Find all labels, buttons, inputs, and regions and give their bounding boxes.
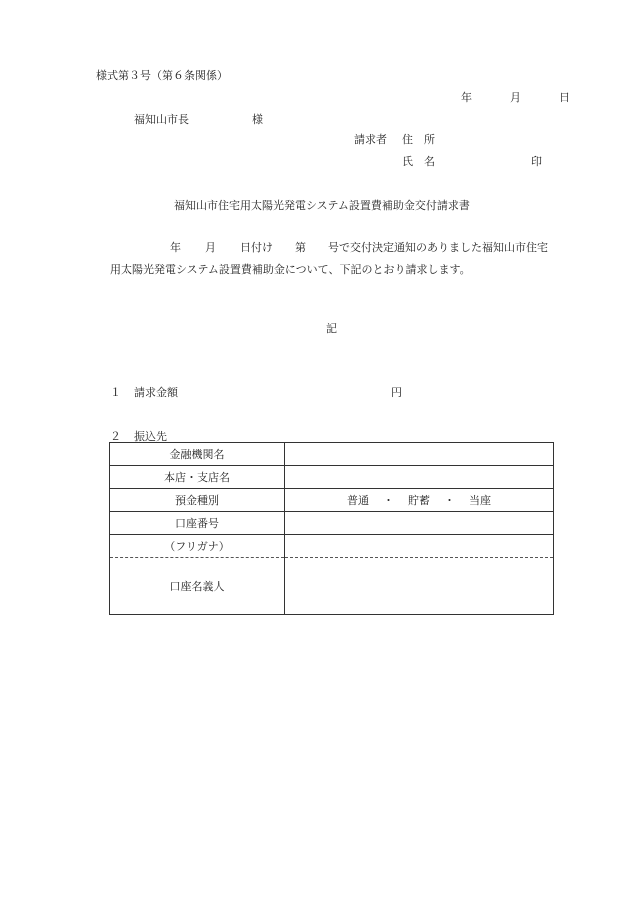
body-number-prefix: 第	[295, 241, 306, 254]
item2-number: ２	[110, 430, 121, 443]
body-month: 月	[205, 241, 216, 254]
table-row	[110, 558, 554, 615]
request-body-line-2: 用太陽光発電システム設置費補助金について、下記のとおり請求します。	[110, 263, 471, 276]
ki-heading: 記	[326, 322, 337, 335]
deposit-option-futsu[interactable]: 普通	[347, 494, 369, 507]
deposit-type-label: 預金種別	[110, 489, 285, 512]
date-line	[461, 89, 570, 105]
branch-name-field[interactable]	[285, 466, 554, 489]
table-row	[110, 512, 554, 535]
request-body-line-1	[110, 237, 560, 259]
date-day-label: 日	[559, 91, 570, 104]
addressee: 福知山市長	[134, 113, 189, 126]
branch-name-label: 本店・支店名	[110, 466, 285, 489]
furigana-label: （フリガナ）	[110, 535, 285, 558]
body-day-suffix: 日付け	[240, 241, 273, 254]
deposit-option-toza[interactable]: 当座	[469, 494, 491, 507]
furigana-field[interactable]	[285, 535, 554, 558]
form-number: 様式第３号（第６条関係）	[96, 69, 228, 82]
claimant-label: 請求者	[354, 133, 387, 146]
option-separator: ・	[383, 494, 394, 507]
account-holder-label: 口座名義人	[110, 558, 285, 615]
bank-name-label: 金融機関名	[110, 443, 285, 466]
claimant-name-label: 氏 名	[402, 155, 435, 168]
bank-account-table	[109, 442, 554, 615]
item2-label: 振込先	[134, 430, 167, 443]
account-number-field[interactable]	[285, 512, 554, 535]
account-number-label: 口座番号	[110, 512, 285, 535]
bank-name-field[interactable]	[285, 443, 554, 466]
claimant-address-label: 住 所	[402, 133, 435, 146]
item1-unit: 円	[391, 386, 402, 399]
body-year: 年	[170, 241, 181, 254]
table-row	[110, 466, 554, 489]
table-row	[110, 489, 554, 512]
item1-number: １	[110, 386, 121, 399]
request-body	[110, 237, 560, 281]
deposit-type-options	[285, 489, 554, 512]
body-line1-rest: 号で交付決定通知のありました福知山市住宅	[328, 241, 548, 254]
option-separator: ・	[444, 494, 455, 507]
table-row	[110, 443, 554, 466]
document-title: 福知山市住宅用太陽光発電システム設置費補助金交付請求書	[174, 199, 470, 212]
date-month-label: 月	[510, 91, 521, 104]
deposit-option-chochiku[interactable]: 貯蓄	[408, 494, 430, 507]
seal-mark: 印	[531, 155, 542, 168]
date-year-label: 年	[461, 91, 472, 104]
account-holder-field[interactable]	[285, 558, 554, 615]
table-row	[110, 535, 554, 558]
item1-label: 請求金額	[134, 386, 178, 399]
addressee-honorific: 様	[252, 113, 263, 126]
